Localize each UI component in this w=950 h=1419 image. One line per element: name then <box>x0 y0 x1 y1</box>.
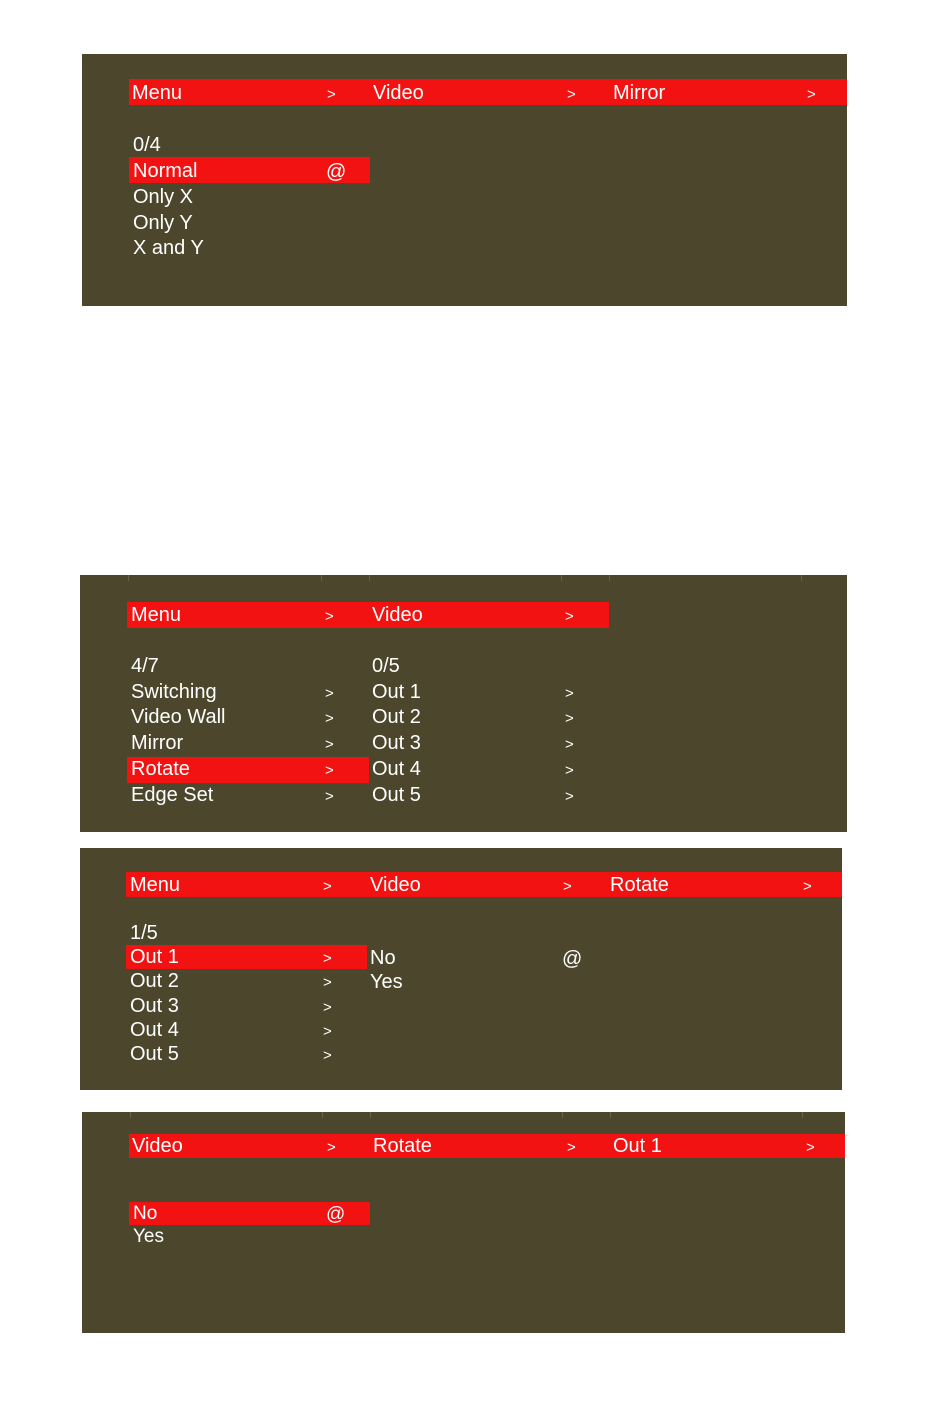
option-yes[interactable]: Yes <box>370 971 403 993</box>
option-normal[interactable]: Normal <box>133 160 198 182</box>
column-tick <box>370 1112 371 1118</box>
menu-item-out-2[interactable]: Out 2 <box>372 706 421 728</box>
chevron-right-icon: > <box>323 1047 332 1064</box>
item-counter: 0/4 <box>133 134 161 156</box>
option-only-y[interactable]: Only Y <box>133 212 193 234</box>
chevron-right-icon: > <box>565 685 574 702</box>
breadcrumb-menu[interactable]: Menu <box>131 604 182 626</box>
menu-item-out-5[interactable]: Out 5 <box>372 784 421 806</box>
at-sign-icon: @ <box>562 948 583 970</box>
menu-item-out-4[interactable]: Out 4 <box>372 758 421 780</box>
chevron-right-icon: > <box>565 608 574 625</box>
menu-item-out-4[interactable]: Out 4 <box>130 1019 179 1041</box>
menu-item-out-1[interactable]: Out 1 <box>372 681 421 703</box>
breadcrumb-mirror[interactable]: Mirror <box>613 82 666 104</box>
osd-screen-rotate <box>80 848 842 1090</box>
at-sign-icon: @ <box>326 1204 346 1225</box>
chevron-right-icon: > <box>803 878 812 895</box>
column-tick <box>609 575 610 581</box>
chevron-right-icon: > <box>327 1139 336 1156</box>
chevron-right-icon: > <box>325 736 334 753</box>
chevron-right-icon: > <box>325 788 334 805</box>
chevron-right-icon: > <box>567 1139 576 1156</box>
chevron-right-icon: > <box>325 762 334 779</box>
osd-screen-out-1 <box>82 1112 845 1333</box>
chevron-right-icon: > <box>806 1139 815 1156</box>
chevron-right-icon: > <box>325 685 334 702</box>
menu-item-out-5[interactable]: Out 5 <box>130 1043 179 1065</box>
chevron-right-icon: > <box>323 950 332 967</box>
chevron-right-icon: > <box>565 788 574 805</box>
menu-item-out-3[interactable]: Out 3 <box>372 732 421 754</box>
column-tick <box>562 1112 563 1118</box>
menu-item-video-wall[interactable]: Video Wall <box>131 706 226 728</box>
breadcrumb-video[interactable]: Video <box>373 82 424 104</box>
chevron-right-icon: > <box>323 1023 332 1040</box>
column-tick <box>321 575 322 581</box>
chevron-right-icon: > <box>325 608 334 625</box>
chevron-right-icon: > <box>563 878 572 895</box>
chevron-right-icon: > <box>565 736 574 753</box>
option-no[interactable]: No <box>370 947 396 969</box>
osd-screen-video <box>80 575 847 832</box>
breadcrumb-menu[interactable]: Menu <box>132 82 183 104</box>
breadcrumb-bar <box>126 872 842 897</box>
column-tick <box>802 1112 803 1118</box>
column-tick <box>561 575 562 581</box>
chevron-right-icon: > <box>325 710 334 727</box>
chevron-right-icon: > <box>807 86 816 103</box>
chevron-right-icon: > <box>323 878 332 895</box>
at-sign-icon: @ <box>326 161 347 183</box>
breadcrumb-bar <box>129 1134 845 1158</box>
breadcrumb-video[interactable]: Video <box>370 874 421 896</box>
column-tick <box>801 575 802 581</box>
menu-item-out-3[interactable]: Out 3 <box>130 995 179 1017</box>
breadcrumb-bar <box>129 79 847 105</box>
breadcrumb-video[interactable]: Video <box>372 604 423 626</box>
option-x-and-y[interactable]: X and Y <box>133 237 204 259</box>
menu-item-rotate[interactable]: Rotate <box>131 758 190 780</box>
chevron-right-icon: > <box>565 710 574 727</box>
column-tick <box>322 1112 323 1118</box>
menu-item-out-2[interactable]: Out 2 <box>130 970 179 992</box>
option-only-x[interactable]: Only X <box>133 186 194 208</box>
breadcrumb-rotate[interactable]: Rotate <box>610 874 669 896</box>
left-item-counter: 4/7 <box>131 655 159 677</box>
menu-item-switching[interactable]: Switching <box>131 681 217 703</box>
option-yes[interactable]: Yes <box>133 1226 164 1247</box>
column-tick <box>369 575 370 581</box>
breadcrumb-menu[interactable]: Menu <box>130 874 181 896</box>
column-tick <box>130 1112 131 1118</box>
chevron-right-icon: > <box>565 762 574 779</box>
chevron-right-icon: > <box>327 86 336 103</box>
breadcrumb-out-1[interactable]: Out 1 <box>613 1135 662 1157</box>
menu-item-mirror[interactable]: Mirror <box>131 732 184 754</box>
menu-item-out-1[interactable]: Out 1 <box>130 946 179 968</box>
breadcrumb-video[interactable]: Video <box>132 1135 183 1157</box>
chevron-right-icon: > <box>567 86 576 103</box>
osd-screen-mirror <box>82 54 847 306</box>
column-tick <box>128 575 129 581</box>
chevron-right-icon: > <box>323 974 332 991</box>
breadcrumb-rotate[interactable]: Rotate <box>373 1135 432 1157</box>
item-counter: 1/5 <box>130 922 158 944</box>
chevron-right-icon: > <box>323 999 332 1016</box>
column-tick <box>610 1112 611 1118</box>
breadcrumb-bar <box>127 602 609 628</box>
right-item-counter: 0/5 <box>372 655 400 677</box>
menu-item-edge-set[interactable]: Edge Set <box>131 784 214 806</box>
option-no[interactable]: No <box>133 1203 158 1224</box>
